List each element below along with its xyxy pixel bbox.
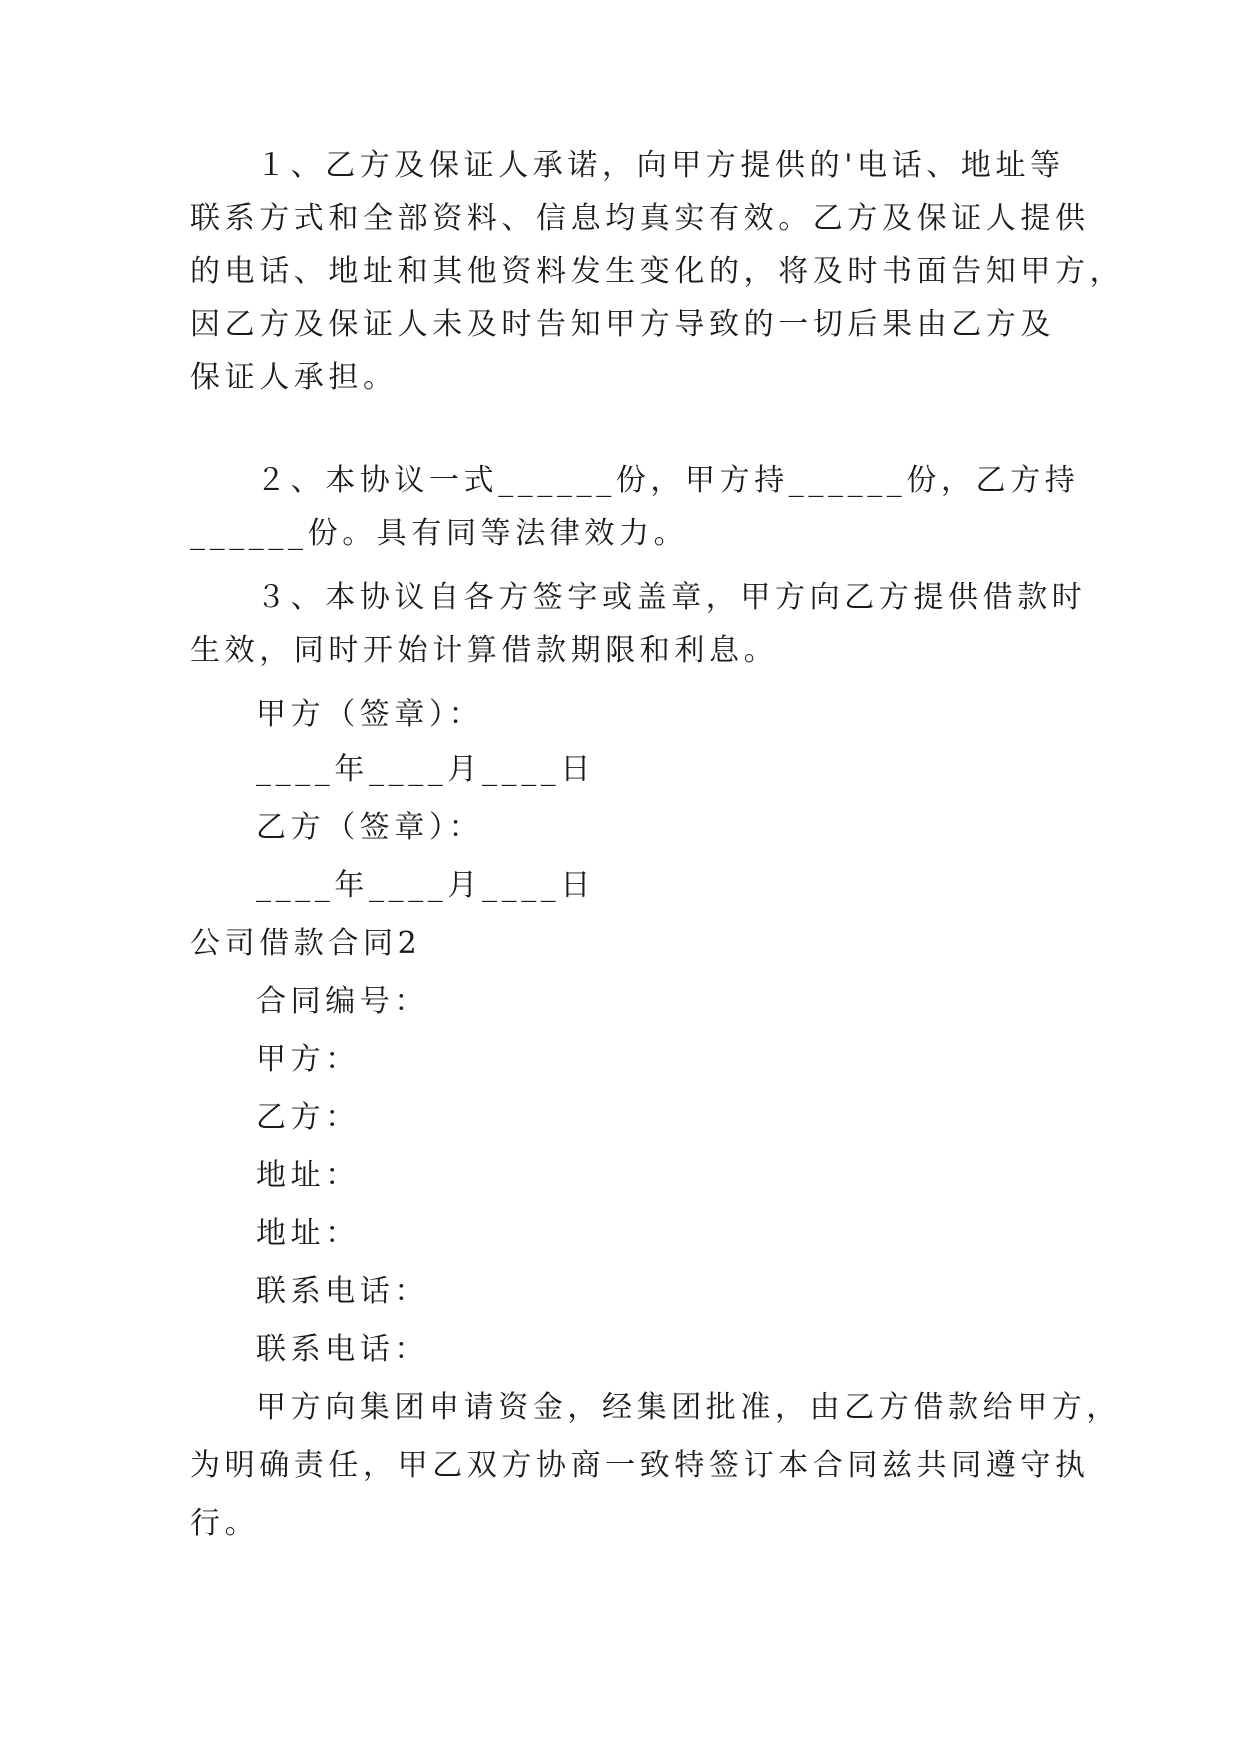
clause-1-line-2: 联系方式和全部资料、信息均真实有效。乙方及保证人提供 — [190, 201, 1090, 236]
party-a-field: 甲方： — [256, 1042, 360, 1077]
party-a-signature-label: 甲方（签章）： — [256, 697, 484, 732]
preamble-line-3: 行。 — [190, 1506, 260, 1541]
contract-number-field: 合同编号： — [256, 984, 429, 1019]
clause-1-line-3: 的电话、地址和其他资料发生变化的，将及时书面告知甲方， — [190, 254, 1125, 289]
party-b-field: 乙方： — [256, 1100, 360, 1135]
party-a-signature-date: ____年____月____日 — [256, 752, 595, 787]
clause-3-line-1: ３、本协议自各方签字或盖章，甲方向乙方提供借款时 — [256, 580, 1087, 615]
clause-1-line-1: １、乙方及保证人承诺，向甲方提供的'电话、地址等 — [256, 148, 1065, 183]
clause-1-line-5: 保证人承担。 — [190, 360, 398, 395]
clause-2-line-2: ______份。具有同等法律效力。 — [190, 516, 689, 551]
party-b-signature-date: ____年____月____日 — [256, 868, 595, 903]
clause-3-line-2: 生效，同时开始计算借款期限和利息。 — [190, 633, 779, 668]
clause-1-line-4: 因乙方及保证人未及时告知甲方导致的一切后果由乙方及 — [190, 307, 1055, 342]
address-field-b: 地址： — [256, 1216, 360, 1251]
address-field-a: 地址： — [256, 1158, 360, 1193]
party-b-signature-label: 乙方（签章）： — [256, 810, 484, 845]
phone-field-b: 联系电话： — [256, 1332, 429, 1367]
preamble-line-1: 甲方向集团申请资金，经集团批准，由乙方借款给甲方， — [256, 1390, 1121, 1425]
clause-2-line-1: ２、本协议一式______份，甲方持______份，乙方持 — [256, 463, 1080, 498]
preamble-line-2: 为明确责任，甲乙双方协商一致特签订本合同兹共同遵守执 — [190, 1448, 1090, 1483]
phone-field-a: 联系电话： — [256, 1274, 429, 1309]
contract-2-title: 公司借款合同2 — [190, 926, 422, 961]
